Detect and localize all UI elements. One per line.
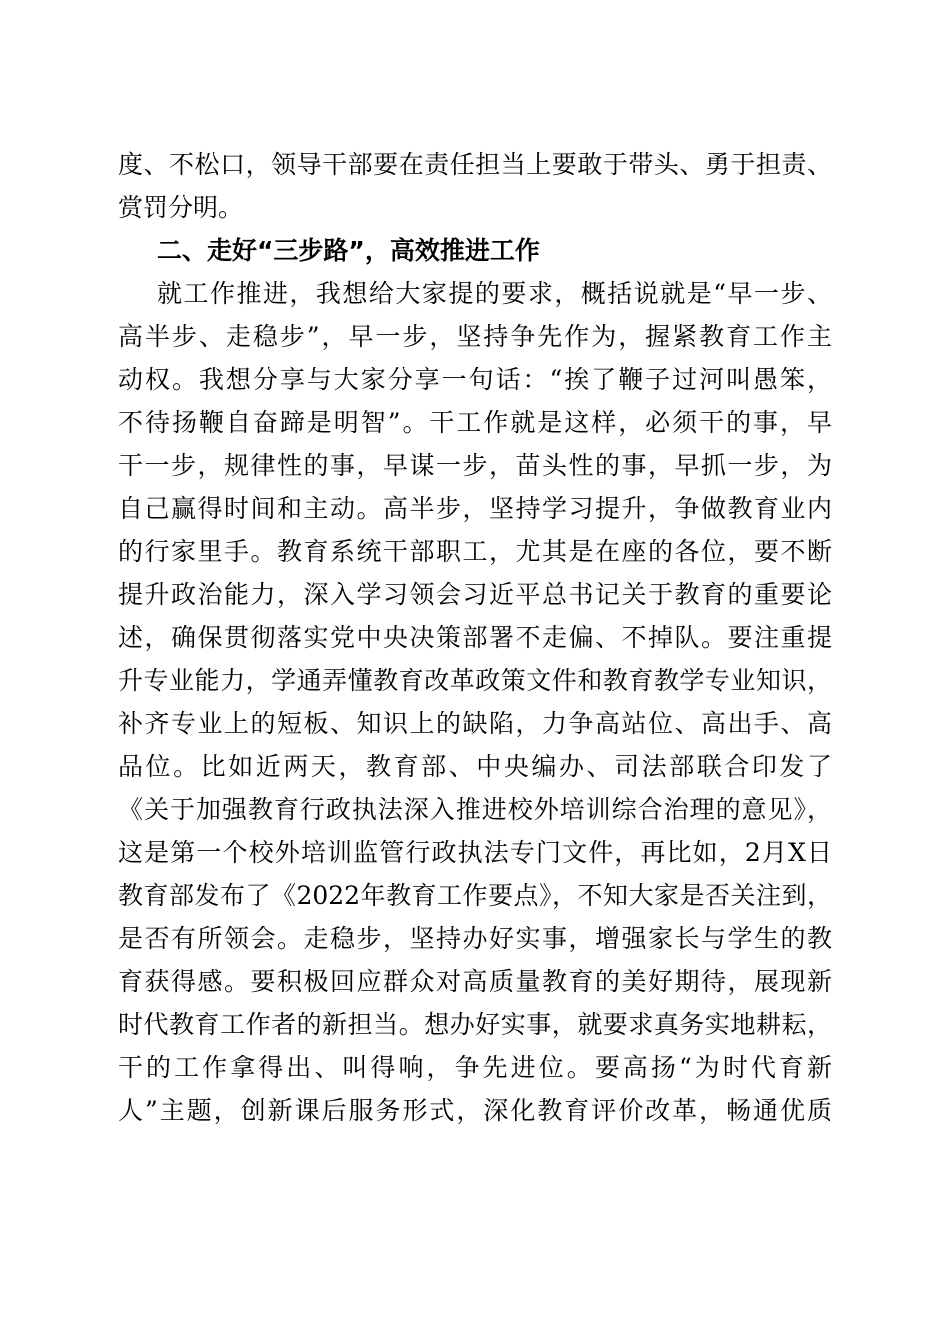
paragraph-line: 自己赢得时间和主动。高半步，坚持学习提升，争做教育业内	[118, 494, 832, 523]
paragraph-line: 度、不松口，领导干部要在责任担当上要敢于带头、勇于担责、	[118, 150, 832, 179]
paragraph-line: 干一步，规律性的事，早谋一步，苗头性的事，早抓一步，为	[118, 451, 832, 480]
paragraph-line: 品位。比如近两天，教育部、中央编办、司法部联合印发了	[118, 752, 832, 781]
paragraph-line: 是否有所领会。走稳步，坚持办好实事，增强家长与学生的教	[118, 924, 832, 953]
paragraph-line: 提升政治能力，深入学习领会习近平总书记关于教育的重要论	[118, 580, 832, 609]
paragraph-line: 时代教育工作者的新担当。想办好实事，就要求真务实地耕耘，	[118, 1010, 832, 1039]
paragraph-line: 不待扬鞭自奋蹄是明智”。干工作就是这样，必须干的事，早	[118, 408, 832, 437]
paragraph-line: 就工作推进，我想给大家提的要求，概括说就是“早一步、	[157, 279, 832, 308]
section-heading: 二、走好“三步路”，高效推进工作	[157, 236, 540, 265]
paragraph-line: 《关于加强教育行政执法深入推进校外培训综合治理的意见》，	[118, 795, 832, 824]
paragraph-line: 人”主题，创新课后服务形式，深化教育评价改革，畅通优质	[118, 1096, 832, 1125]
paragraph-line: 赏罚分明。	[118, 193, 244, 222]
paragraph-line: 干的工作拿得出、叫得响，争先进位。要高扬“为时代育新	[118, 1053, 832, 1082]
paragraph-line: 这是第一个校外培训监管行政执法专门文件，再比如，2月X日	[118, 838, 832, 867]
paragraph-line: 述，确保贯彻落实党中央决策部署不走偏、不掉队。要注重提	[118, 623, 832, 652]
paragraph-line: 的行家里手。教育系统干部职工，尤其是在座的各位，要不断	[118, 537, 832, 566]
paragraph-line: 高半步、走稳步”，早一步，坚持争先作为，握紧教育工作主	[118, 322, 832, 351]
paragraph-line: 升专业能力，学通弄懂教育改革政策文件和教育教学专业知识，	[118, 666, 832, 695]
paragraph-line: 补齐专业上的短板、知识上的缺陷，力争高站位、高出手、高	[118, 709, 832, 738]
paragraph-line: 动权。我想分享与大家分享一句话：“挨了鞭子过河叫愚笨，	[118, 365, 832, 394]
paragraph-line: 教育部发布了《2022年教育工作要点》，不知大家是否关注到，	[118, 881, 832, 910]
paragraph-line: 育获得感。要积极回应群众对高质量教育的美好期待，展现新	[118, 967, 832, 996]
